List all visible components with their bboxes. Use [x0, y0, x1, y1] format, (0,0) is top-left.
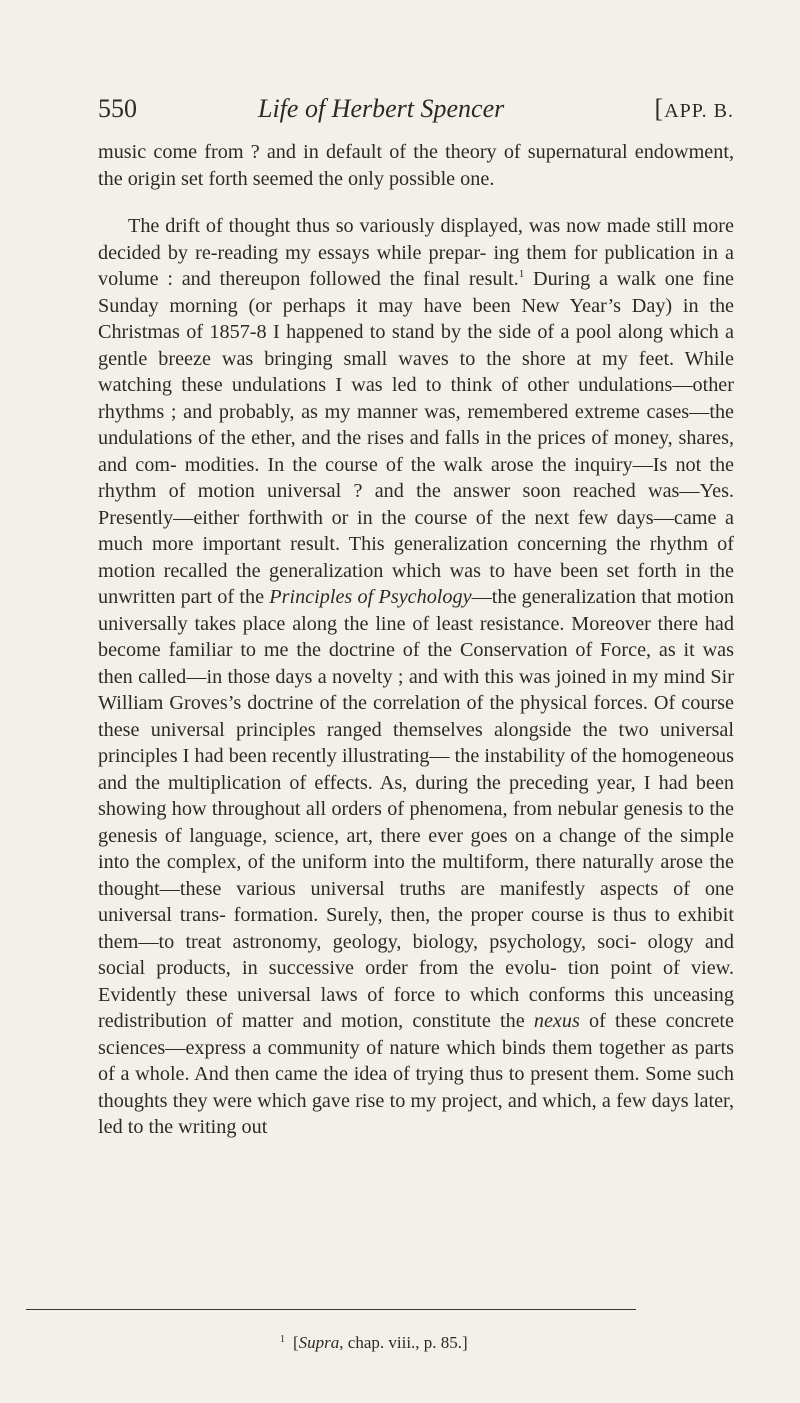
running-title: Life of Herbert Spencer — [258, 94, 505, 123]
paragraph-1: music come from ? and in default of the theory of supernatural endowment, the origin set forth seemed the only possible one. — [98, 141, 734, 190]
paragraph-2-part-b: During a walk one fine Sunday morning (or perhaps it may have been New Year’s Day) in the Christmas of 1857-8 I happened to stand by the side of a pool along which a gentle breeze was bringing small waves to the shore at my feet. While watching these undulations I was led to think of other undulations—other rhythms ; and probably, as my manner was, remembered extreme cases—the undulations of the ether, and the rises and falls in the prices of money, shares, and com- modities. In the course of the walk arose the inquiry—Is not the rhythm of motion universal ? and the answer soon reached was—Yes. Presently—either forthwith or in the course of the next few days—came a much more important result. This generalization concerning the rhythm of motion recalled the generalization which was to have been set forth in the unwritten part of the — [98, 268, 735, 608]
book-title-italic: Principles of Psychology — [269, 586, 472, 608]
footnote-bracket: [ — [293, 1333, 299, 1352]
running-header — [98, 94, 734, 134]
paragraph-2-part-c: —the generalization that motion universally takes place along the line of least resistance. Moreover there had become familiar to me the doctrine of the Conservation of Force, as it was then called—in those days a novelty ; and with this was joined in my mind Sir William Groves’s doctrine of the correlation of the physical forces. Of course these universal principles ranged themselves alongside the two universal principles I had been recently illustrating— the instability of the homogeneous and the multiplication of effects. As, during the preceding year, I had been showing how throughout all orders of phenomena, from nebular genesis to the genesis of language, science, art, there ever goes on a change of the simple into the complex, of the uniform into the multiform, there naturally arose the thought—these various universal truths are manifestly aspects of one universal trans- formation. Surely, then, the proper course is thus to exhibit them—to treat astronomy, geology, biology, psychology, soci- ology and social products, in successive order from the evolu- tion point of view. Evidently these universal laws of force to which conforms this unceasing redistribution of matter and motion, constitute the — [98, 586, 735, 1032]
appendix-label — [655, 94, 734, 124]
footnote-ref: 1 — [518, 268, 525, 280]
nexus-italic: nexus — [533, 1010, 580, 1032]
body-text — [98, 139, 734, 1141]
paragraph-2 — [98, 213, 734, 1141]
footnote-italic: Supra — [298, 1333, 340, 1352]
paragraph-2-part-d: of these concrete sciences—express a community of nature which binds them together as parts of a whole. And then came the idea of trying thus to present them. Some such thoughts they were which gave rise to my project, and which, a few days later, led to the writing out — [98, 1010, 734, 1138]
paragraph-2-part-a: The drift of thought thus so variously displayed, was now made still more decided by re-reading my essays while prepar- ing them for publication in a volume : and thereupon followed the final result. — [98, 215, 734, 290]
footnote — [280, 1333, 468, 1353]
page-number: 550 — [98, 94, 137, 123]
appendix-text: APP. B. — [664, 100, 734, 122]
footnote-text: , chap. viii., p. 85.] — [339, 1333, 468, 1352]
appendix-bracket: [ — [654, 94, 665, 123]
footnote-rule — [26, 1309, 636, 1310]
footnote-marker: 1 — [280, 1334, 285, 1345]
